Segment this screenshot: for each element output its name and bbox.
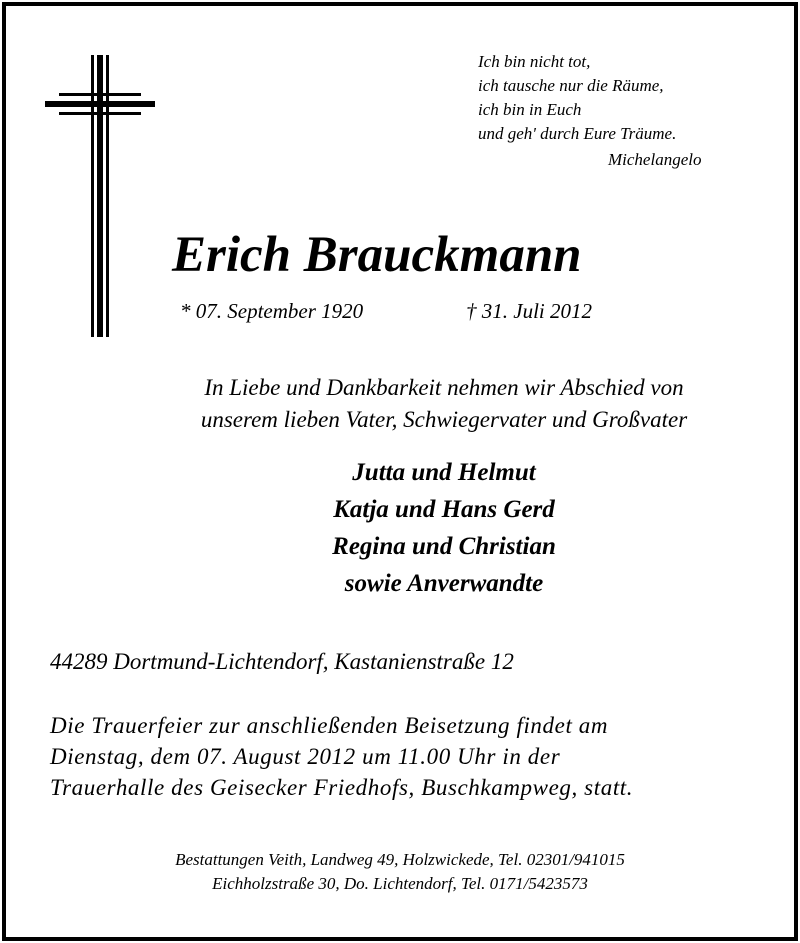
- farewell-line: In Liebe und Dankbarkeit nehmen wir Abschied von: [204, 375, 684, 400]
- poem-line: Ich bin nicht tot,: [478, 52, 591, 71]
- family-member: sowie Anverwandte: [344, 570, 544, 597]
- undertaker-line: Bestattungen Veith, Landweg 49, Holzwickede, Tel. 02301/941015: [175, 850, 625, 869]
- ceremony-line: Trauerhalle des Geisecker Friedhofs, Buschkampweg, statt.: [50, 775, 634, 800]
- family-address: 44289 Dortmund-Lichtendorf, Kastanienstraße 12: [50, 649, 514, 674]
- family-member: Regina und Christian: [332, 533, 556, 560]
- farewell-text: [0, 372, 800, 436]
- family-member: Jutta und Helmut: [352, 459, 536, 486]
- ceremony-line: Dienstag, dem 07. August 2012 um 11.00 Uhr in der: [50, 744, 561, 769]
- poem-line: und geh' durch Eure Träume.: [478, 124, 677, 143]
- family-member: Katja und Hans Gerd: [333, 496, 555, 523]
- deceased-name: Erich Brauckmann: [172, 227, 582, 283]
- birth-date: * 07. September 1920: [180, 299, 364, 323]
- family-list: [0, 454, 800, 602]
- undertaker-line: Eichholzstraße 30, Do. Lichtendorf, Tel. 0171/5423573: [212, 874, 588, 893]
- poem: [478, 50, 778, 172]
- ceremony-line: Die Trauerfeier zur anschließenden Beisetzung findet am: [50, 713, 609, 738]
- undertaker-info: [0, 848, 800, 896]
- death-date: † 31. Juli 2012: [466, 299, 592, 323]
- poem-line: ich tausche nur die Räume,: [478, 76, 664, 95]
- poem-author: Michelangelo: [608, 150, 702, 169]
- poem-line: ich bin in Euch: [478, 100, 582, 119]
- ceremony-info: [50, 710, 633, 803]
- cross-icon: [45, 55, 155, 337]
- farewell-line: unserem lieben Vater, Schwiegervater und Großvater: [200, 407, 688, 432]
